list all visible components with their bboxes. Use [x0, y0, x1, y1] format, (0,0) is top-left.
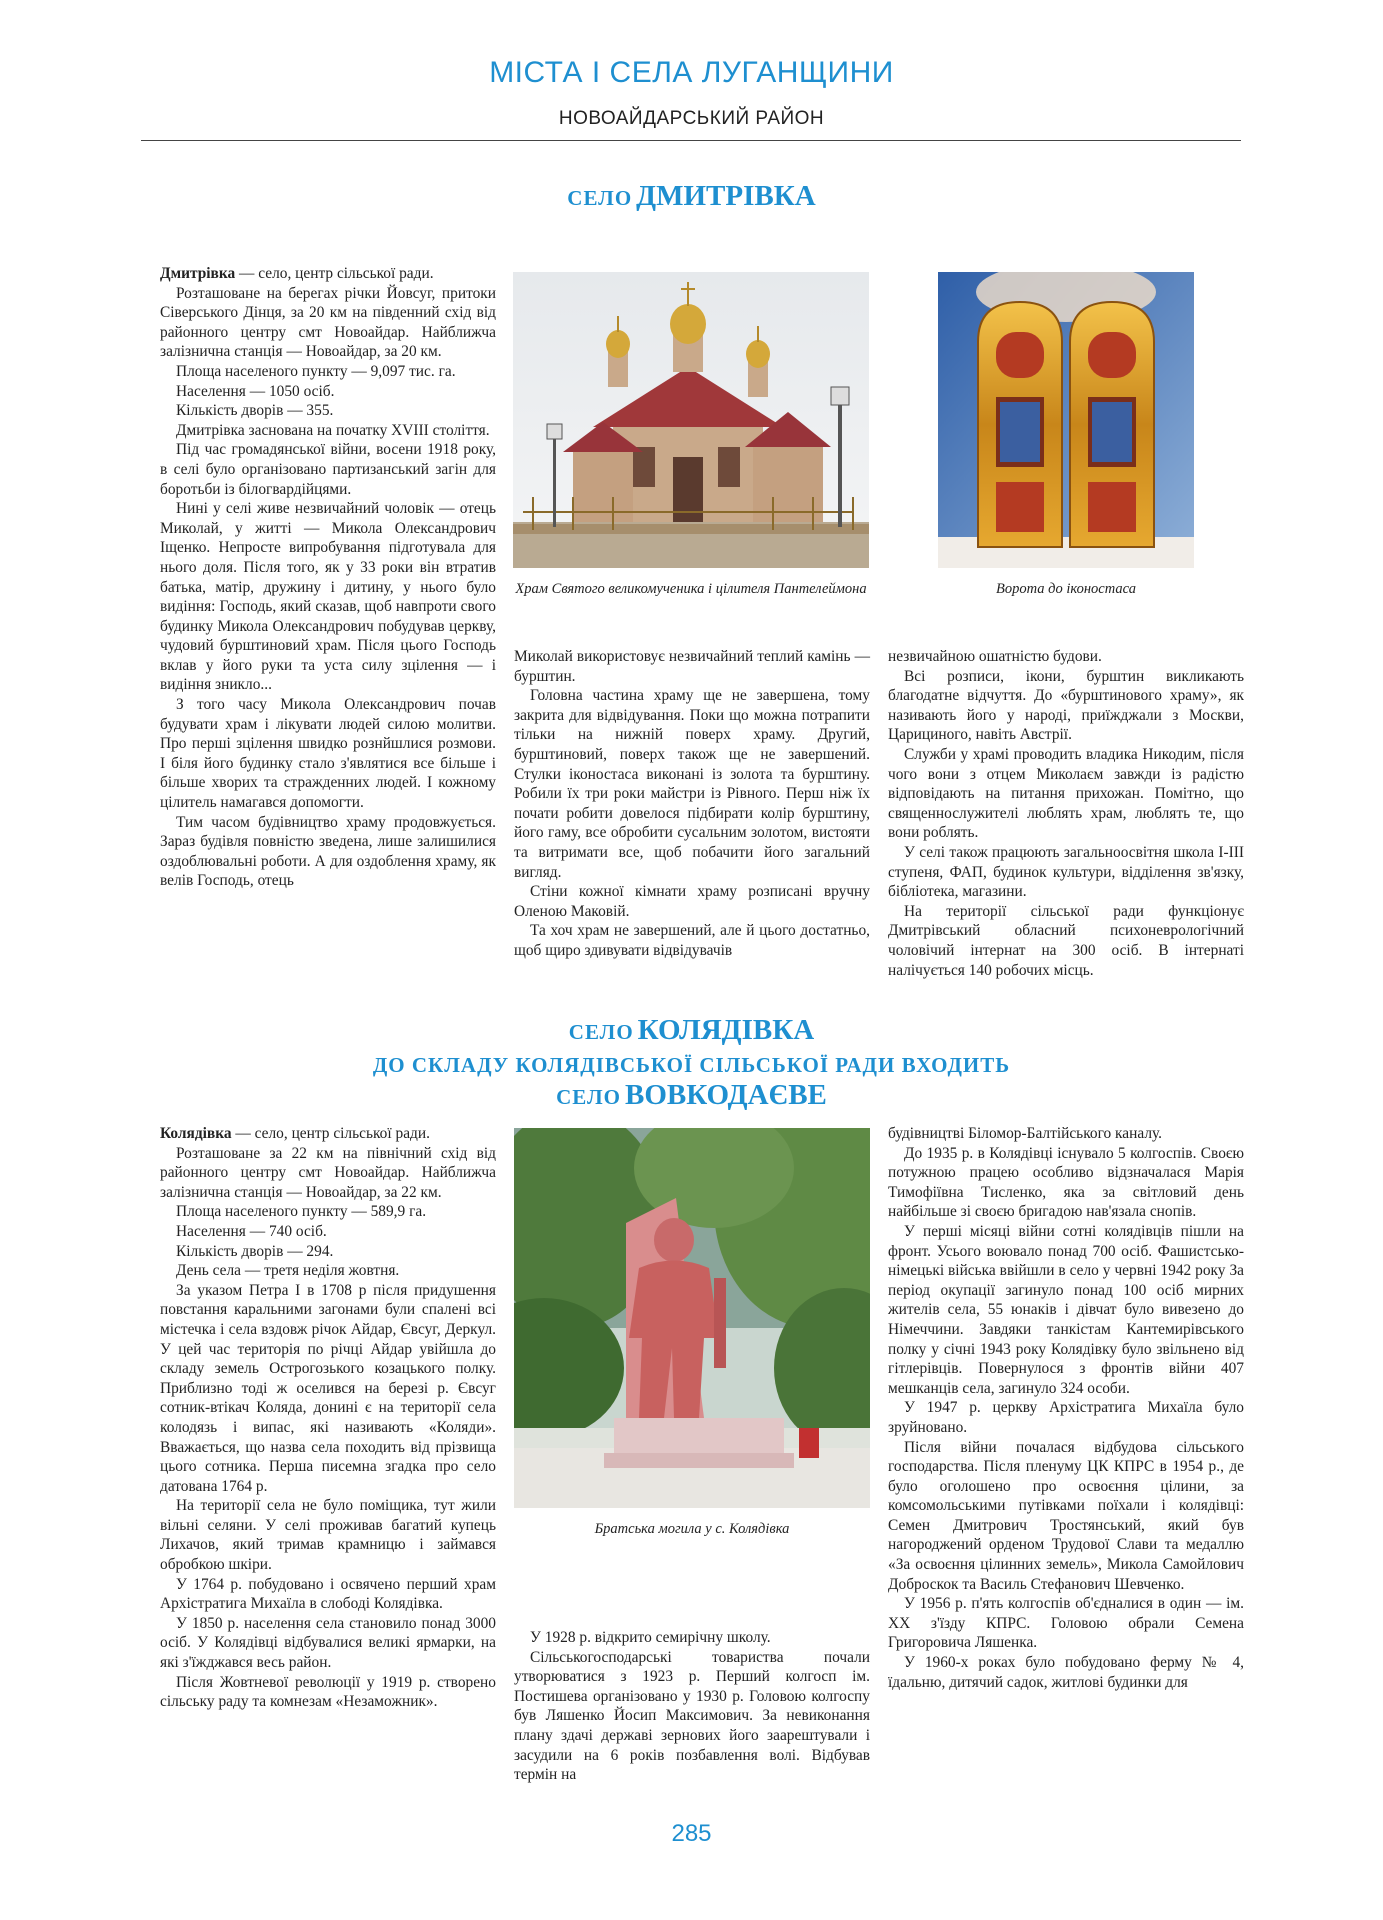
paragraph: Площа населеного пункту — 9,097 тис. га. — [176, 362, 456, 380]
section1-lead-rest: — село, центр сільської ради. — [235, 265, 434, 282]
paragraph: З того часу Микола Олександрович почав будувати храм і лікувати людей силою молитви. Про перші зцілення швидко рознйшлися розмови. І біля його будинку стало з'являтися все більше і більше хворих та стражденних людей. І кожному цілитель намагався допомогти. — [160, 696, 496, 812]
paragraph: У 1764 р. побудовано і освячено перший храм Архістратига Михаїла в слободі Колядівка. — [160, 1575, 496, 1613]
section2-lead-bold: Колядівка — [160, 1125, 232, 1142]
gates-illustration — [938, 272, 1194, 568]
paragraph: Після Жовтневої революції у 1919 р. створено сільську раду та комнезам «Незаможник». — [160, 1673, 496, 1711]
paragraph: У перші місяці війни сотні колядівців пішли на фронт. Усього воювало понад 700 осіб. Фашистсько-німецькі війська ввійшли в село у червні 1942 року За період окупації загинуло понад 100 осіб мирних жителів села, 55 юнаків і дівчат було вивезено до Німеччини. Завдяки танкістам Кантемирівського полку у січні 1943 року Колядівку було звільнено від гітлерівців. Повернулося з фронтів війни 407 мешканців села, загинуло 324 особи. — [888, 1222, 1244, 1397]
paragraph: незвичайною ошатністю будови. — [888, 648, 1102, 665]
section2-prefix2: СЕЛО — [556, 1085, 621, 1109]
paragraph: За указом Петра І в 1708 р після придушення повстання каральними загонами були спалені всі містечка і села вздовж річок Айдар, Євсуг, Деркул. У цей час територія по річці Айдар увійшла до складу земель Острогозького козацького полку. Приблизно тоді ж оселився на березі р. Євсуг сотник-втікач Коляда, донині є на території села колодязь і випас, які називають «Коляди». Вважається, що назва села походить від прізвища цього сотника. Перша писемна згадка про село датована 1764 р. — [160, 1281, 496, 1495]
paragraph: На території села не було поміщика, тут жили вільні селяни. У селі проживав багатий купець Лихачов, який тримав крамницю і займався обробкою шкіри. — [160, 1497, 496, 1574]
paragraph: Дмитрівка заснована на початку XVIII століття. — [176, 421, 490, 439]
paragraph: Тим часом будівництво храму продовжується. Зараз будівля повністю зведена, лише залишилися оздоблювальні роботи. А для оздоблення храму, як велів Господь, отець — [160, 813, 496, 890]
section2-heading — [0, 1013, 1383, 1117]
section1-column-2 — [514, 647, 870, 961]
paragraph: У 1850 р. населення села становило понад 3000 осіб. У Колядівці відбувалися великі ярмарки, на які з'їжджався весь район. — [160, 1614, 496, 1672]
church-photo — [513, 272, 869, 568]
section1-prefix: СЕЛО — [567, 186, 633, 210]
paragraph: Площа населеного пункту — 589,9 га. — [176, 1203, 427, 1221]
running-title: МІСТА І СЕЛА ЛУГАНЩИНИ — [489, 56, 894, 89]
paragraph: Розташоване на берегах річки Йовсуг, притоки Сіверського Дінця, за 20 км на південний схід від районного центру смт Новоайдар. Найближча залізнична станція — Новоайдар, за 20 км. — [160, 284, 496, 361]
section2-lead-rest: — село, центр сільської ради. — [231, 1125, 430, 1142]
paragraph: Стіни кожної кімнати храму розписані вручну Оленою Маковій. — [514, 883, 870, 920]
section1-lead — [160, 264, 496, 284]
paragraph: У селі також працюють загальноосвітня школа І-ІІІ ступеня, ФАП, будинок культури, відділення зв'язку, бібліотека, магазини. — [888, 843, 1244, 901]
paragraph: У 1960-х роках було побудовано ферму № 4, їдальню, дитячий садок, житлові будинки для — [888, 1654, 1244, 1691]
paragraph: У 1956 р. п'ять колгоспів об'єдналися в один — ім. XX з'їзду КПРС. Головою обрали Семена Григоровича Ляшенка. — [888, 1595, 1244, 1652]
paragraph: Кількість дворів — 294. — [176, 1242, 334, 1260]
section2-subheading: ДО СКЛАДУ КОЛЯДІВСЬКОЇ СІЛЬСЬКОЇ РАДИ ВХОДИТЬ — [372, 1053, 1011, 1077]
paragraph: У 1928 р. відкрито семирічну школу. — [530, 1629, 771, 1646]
paragraph: Сільськогосподарські товариства почали утворюватися з 1923 р. Перший колгосп ім. Постишева організовано у 1930 р. Головою колгоспу був Ляшенко Йосип Максимович. За невиконання плану здачі державі зернових його заарештували і засудили на 6 років позбавлення волі. Відбував термін на — [514, 1648, 870, 1784]
church-caption: Храм Святого великомученика і цілителя Пантелеймона — [515, 581, 867, 597]
paragraph: Населення — 740 осіб. — [176, 1222, 327, 1240]
paragraph: Кількість дворів — 355. — [176, 402, 334, 420]
section1-name: ДМИТРІВКА — [636, 180, 816, 212]
section2-column-1 — [160, 1124, 496, 1712]
section1-column-3 — [888, 647, 1244, 980]
paragraph: Та хоч храм не завершений, але й цього достатньо, щоб щиро здивувати відвідувачів — [514, 922, 870, 959]
section2-column-2 — [514, 1628, 870, 1785]
monument-caption: Братська могила у с. Колядівка — [594, 1521, 790, 1537]
header-rule — [141, 140, 1241, 141]
paragraph: Миколай використовує незвичайний теплий камінь — бурштин. — [514, 648, 870, 685]
paragraph: У 1947 р. церкву Архістратига Михаїла було зруйновано. — [888, 1399, 1244, 1436]
paragraph: Населення — 1050 осіб. — [176, 382, 335, 400]
section2-lead — [160, 1124, 496, 1144]
paragraph: До 1935 р. в Колядівці існувало 5 колгоспів. Своєю потужною працею особливо відзначалася Марія Тимофіївна Тисленко, яка за світловий день найбільше зі своєю бригадою нав'язала снопів. — [888, 1144, 1244, 1221]
church-illustration — [513, 272, 869, 568]
paragraph: Під час громадянської війни, восени 1918 року, в селі було організовано партизанський загін для боротьби із білогвардійцями. — [160, 441, 496, 498]
section1-lead-bold: Дмитрівка — [160, 265, 236, 282]
section2-prefix: СЕЛО — [568, 1020, 634, 1044]
section1-heading — [0, 180, 1383, 213]
paragraph: будівництві Біломор-Балтійського каналу. — [888, 1125, 1163, 1142]
page-number: 285 — [671, 1820, 712, 1847]
paragraph: Служби у храмі проводить владика Никодим, після чого вони з отцем Миколаєм завжди із радістю відповідають на питання прихожан. Помітно, що священнослужителі люблять храм, люблять те, що вони роблять. — [888, 745, 1244, 842]
paragraph: На території сільської ради функціонує Дмитрівський обласний психоневрологічний чоловічий інтернат на 300 осіб. В інтернаті налічується 140 робочих місць. — [888, 902, 1244, 979]
gates-caption: Ворота до іконостаса — [996, 581, 1136, 597]
paragraph: Нині у селі живе незвичайний чоловік — отець Миколай, у житті — Микола Олександрович Іщенко. Непросте випробування підготувала для нього доля. Після того, як у 33 роки він втратив батька, матір, дружину і дитину, у нього було видіння: Господь, який сказав, щоб навпроти свого будинку Микола Олександрович побудував церкву, чудовий бурштиновий храм. Після цього Господь вклав у його руки та уста силу зцілення — і видіння зникло... — [160, 500, 496, 694]
monument-illustration — [514, 1128, 870, 1508]
paragraph: Після війни почалася відбудова сільського господарства. Після пленуму ЦК КПРС в 1954 р., де було оголошено про освоєння цілини, за комсомольськими путівками поїхали і колядівці: Семен Дмитрович Тростянський, який був нагороджений орденом Трудової Слави та медаллю «За освоєння цілинних земель», Микола Самойлович Доброскок та Василь Стефанович Шевченко. — [888, 1438, 1244, 1593]
section2-column-3 — [888, 1124, 1244, 1692]
paragraph: Розташоване за 22 км на північний схід від районного центру смт Новоайдар. Найближча залізнична станція — Новоайдар, за 22 км. — [160, 1144, 496, 1201]
paragraph: Всі розписи, ікони, бурштин викликають благодатне відчуття. До «бурштинового храму», як називають його у народі, приїжджали з Москви, Царициного, навіть Австрії. — [888, 667, 1244, 744]
paragraph: Головна частина храму ще не завершена, тому закрита для відвідування. Поки що можна потрапити тільки на нижній поверх храму. Другий, бурштиновий, поверх також ще не завершений. Стулки іконостаса виконані із золота та бурштину. Робили їх три роки майстри із Рівного. Перш ніж їх почати робити довелося підбирати колір бурштину, його гаму, все обробити сусальним золотом, вистояти та витримати все, щоб побачити його загальний вигляд. — [514, 687, 870, 881]
section1-column-1 — [160, 264, 496, 891]
iconostasis-gates-photo — [938, 272, 1194, 568]
monument-photo — [514, 1128, 870, 1508]
paragraph: День села — третя неділя жовтня. — [176, 1262, 400, 1280]
section2-name: КОЛЯДІВКА — [637, 1014, 815, 1046]
running-subtitle: НОВОАЙДАРСЬКИЙ РАЙОН — [558, 108, 825, 129]
section2-name2: ВОВКОДАЄВЕ — [624, 1079, 827, 1111]
